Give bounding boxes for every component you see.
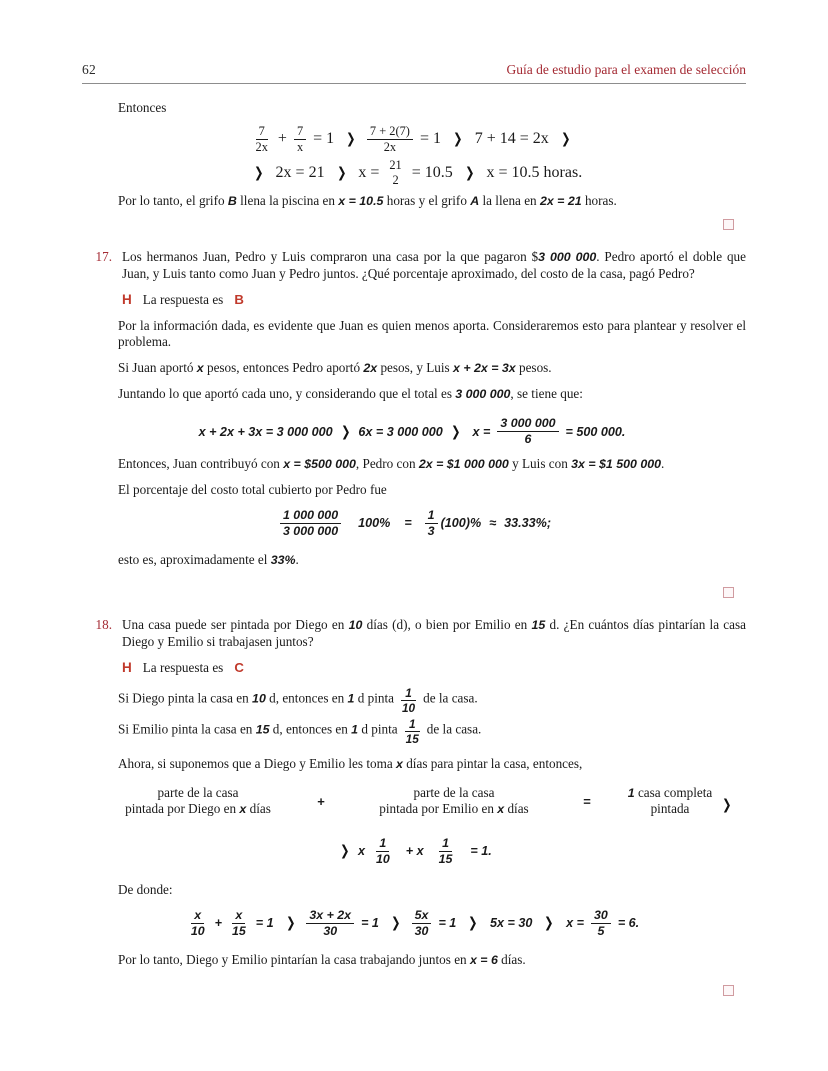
denominator: 15 bbox=[438, 851, 453, 866]
step-5x-equals-30: 5x = 30 bbox=[490, 916, 533, 931]
page-number: 62 bbox=[82, 62, 96, 77]
text: Juntando lo que aportó cada uno, y considerando que el total es bbox=[118, 386, 456, 402]
numerator: 3x + 2x bbox=[306, 909, 354, 924]
equation-2 bbox=[82, 417, 746, 446]
percent-value: 33% bbox=[270, 552, 296, 567]
answer-letter: C bbox=[234, 659, 244, 675]
text: d, entonces en bbox=[269, 721, 352, 737]
numerator: 21 bbox=[389, 157, 402, 172]
end-of-solution-marker bbox=[82, 219, 746, 235]
fraction-1000000-over-3000000 bbox=[280, 509, 341, 538]
days-emilio: 15 bbox=[531, 617, 546, 632]
word-equation-block bbox=[82, 785, 746, 831]
square-icon bbox=[723, 219, 734, 230]
var-2x: 2x bbox=[363, 361, 378, 376]
equals-one: = 1. bbox=[470, 844, 492, 859]
text: días bbox=[504, 801, 529, 817]
equals-one-2: = 1 bbox=[419, 130, 441, 148]
fraction-1-over-15 bbox=[405, 718, 420, 745]
p17-paragraph-5: El porcentaje del costo total cubierto por Pedro fue bbox=[118, 482, 387, 498]
text: d pinta bbox=[358, 721, 401, 737]
multiply-100-percent: 100% bbox=[358, 516, 391, 531]
denominator: 3 000 000 bbox=[282, 523, 339, 538]
equation-1-row-1 bbox=[82, 125, 746, 154]
denominator: 15 bbox=[405, 731, 419, 746]
line-1: parte de la casa bbox=[157, 784, 239, 800]
denominator: 10 bbox=[190, 923, 205, 938]
line-2: pintada bbox=[650, 801, 690, 817]
page-header bbox=[82, 62, 746, 86]
answer-label: La respuesta es bbox=[142, 291, 224, 307]
text: de la casa. bbox=[423, 721, 482, 737]
problem-statement bbox=[122, 249, 746, 283]
equals-10-5: = 10.5 bbox=[411, 163, 453, 181]
problem-17 bbox=[82, 249, 746, 283]
plus-operator: + bbox=[277, 130, 287, 148]
text: horas. bbox=[581, 192, 617, 208]
text: días bbox=[246, 801, 271, 817]
equation-1 bbox=[82, 125, 746, 191]
equals-one: = 1 bbox=[255, 916, 274, 931]
equals-one: = 1 bbox=[313, 130, 335, 148]
total-amount: 3 000 000 bbox=[455, 387, 511, 402]
denominator: 10 bbox=[375, 851, 390, 866]
chevron-icon: ❯ bbox=[464, 164, 475, 181]
chevron-icon: ❯ bbox=[340, 423, 351, 440]
text: llena la piscina en bbox=[236, 192, 339, 208]
plus-operator: + bbox=[317, 793, 325, 809]
chevron-icon: ❯ bbox=[340, 843, 350, 860]
plus-operator: + bbox=[214, 916, 222, 931]
tail-100-percent: (100)% bbox=[440, 516, 482, 531]
hand-icon: H bbox=[122, 291, 132, 307]
value-2x: 2x = 21 bbox=[539, 193, 582, 208]
semicolon: ; bbox=[546, 516, 552, 531]
denominator: 5 bbox=[597, 923, 605, 938]
equation-4 bbox=[82, 909, 746, 938]
var-x: x bbox=[497, 802, 505, 817]
equals: = bbox=[404, 516, 412, 531]
numerator: 1 000 000 bbox=[280, 509, 341, 524]
expr-3x: x + 2x = 3x bbox=[452, 361, 516, 376]
numerator: x bbox=[232, 909, 245, 924]
text: Por lo tanto, el grifo bbox=[118, 192, 228, 208]
text: y Luis con bbox=[508, 456, 572, 472]
word-equation-row bbox=[82, 785, 746, 818]
word-term-diego bbox=[92, 785, 304, 818]
end-of-solution-marker-17 bbox=[82, 587, 746, 603]
text: d pinta bbox=[354, 690, 398, 706]
text: Los hermanos Juan, Pedro y Luis compraron una casa por la que pagaron $ bbox=[122, 248, 539, 264]
header-rule bbox=[82, 83, 746, 84]
text: días (d), o bien por Emilio en bbox=[362, 616, 532, 632]
numerator: 3 000 000 bbox=[497, 417, 558, 432]
p18-paragraph-1 bbox=[118, 686, 746, 713]
problem-number: 17. bbox=[95, 248, 112, 264]
var-x: x bbox=[239, 802, 247, 817]
luis-amount: 3x = $1 500 000 bbox=[571, 457, 662, 472]
numerator: 1 bbox=[376, 837, 389, 852]
denominator: x bbox=[296, 139, 304, 154]
chevron-icon: ❯ bbox=[450, 423, 461, 440]
text: pintada por Emilio en bbox=[379, 801, 498, 817]
juan-amount: x = $500 000 bbox=[283, 457, 356, 472]
fraction-1-over-3 bbox=[425, 509, 438, 538]
text: esto es, aproximadamente el bbox=[118, 551, 271, 567]
x-equals: x = bbox=[566, 916, 585, 931]
text: . Pedro aportó el doble que Juan, y Luis tanto como Juan y Pedro juntos. ¿Qué porcentaje aproximado, del costo de la casa, pagó Pedro? bbox=[122, 248, 747, 281]
equation-3-percentage bbox=[82, 509, 746, 538]
numerator: 1 bbox=[439, 837, 452, 852]
x-equals: x = bbox=[358, 163, 380, 181]
chevron-icon: ❯ bbox=[285, 915, 296, 932]
hand-icon: H bbox=[122, 659, 132, 675]
fraction-x-over-10 bbox=[188, 909, 208, 938]
value-x: x = 10.5 bbox=[338, 193, 384, 208]
chevron-icon: ❯ bbox=[336, 164, 347, 181]
answer-line-18 bbox=[122, 660, 746, 676]
text: , se tiene que: bbox=[510, 386, 583, 402]
problem-statement bbox=[122, 617, 746, 651]
equals-one-2: = 1 bbox=[361, 916, 379, 931]
text: horas y el grifo bbox=[383, 192, 471, 208]
equation-1-row-2 bbox=[82, 159, 746, 187]
mid-6x: 6x = 3 000 000 bbox=[358, 424, 443, 439]
fraction-21-over-2 bbox=[386, 159, 404, 187]
p18-paragraph-2 bbox=[118, 717, 746, 744]
problem-18 bbox=[82, 617, 746, 651]
p18-paragraph-5 bbox=[118, 952, 746, 969]
text: pesos, y Luis bbox=[377, 360, 453, 376]
result-6: = 6. bbox=[617, 916, 640, 931]
chevron-icon: ❯ bbox=[391, 915, 401, 932]
denominator: 2x bbox=[255, 139, 268, 154]
equals-operator: = bbox=[583, 793, 591, 809]
count-one: 1 bbox=[627, 785, 635, 800]
fraction-x-over-15 bbox=[229, 909, 249, 938]
days-diego: 10 bbox=[348, 617, 363, 632]
answer-label: La respuesta es bbox=[142, 659, 224, 675]
text: casa completa bbox=[634, 784, 713, 800]
lhs-sum: x + 2x + 3x = 3 000 000 bbox=[198, 424, 333, 439]
fraction-3x-plus-2x-over-30 bbox=[306, 909, 354, 938]
text: d. ¿En cuántos días pintarían la casa Diego y Emilio si trabajasen juntos? bbox=[122, 616, 747, 649]
fraction-7-over-2x bbox=[253, 125, 271, 154]
final-x-value: x = 10.5 bbox=[486, 163, 540, 181]
p17-paragraph-3 bbox=[118, 386, 746, 403]
p17-paragraph-2 bbox=[118, 360, 746, 377]
fraction-5x-over-30 bbox=[412, 909, 432, 938]
plus-x: + x bbox=[405, 844, 424, 859]
denominator: 2x bbox=[383, 139, 397, 154]
chevron-icon: ❯ bbox=[544, 915, 554, 932]
var-x: x bbox=[196, 361, 204, 376]
chevron-icon: ❯ bbox=[468, 915, 478, 932]
fraction-1-over-10 bbox=[373, 837, 393, 866]
text: pesos. bbox=[515, 360, 552, 376]
numerator: 1 bbox=[405, 718, 420, 732]
denominator: 10 bbox=[402, 700, 416, 715]
numerator: 30 bbox=[591, 909, 611, 924]
one-day: 1 bbox=[347, 691, 355, 706]
days-10: 10 bbox=[252, 691, 266, 706]
entonces-label: Entonces bbox=[118, 100, 167, 115]
intro-conclusion bbox=[118, 193, 746, 210]
denominator: 3 bbox=[427, 523, 435, 538]
numerator: 5x bbox=[412, 909, 432, 924]
numerator: 1 bbox=[425, 509, 438, 524]
text: , Pedro con bbox=[355, 456, 419, 472]
square-icon bbox=[723, 587, 734, 598]
equals-one-3: = 1 bbox=[438, 916, 457, 931]
text: pintada por Diego en bbox=[125, 801, 240, 817]
approx-symbol: ≈ bbox=[489, 516, 497, 531]
end-of-solution-marker-18 bbox=[82, 985, 746, 1001]
one-day: 1 bbox=[351, 722, 359, 737]
chevron-icon: ❯ bbox=[722, 796, 732, 813]
text: Si Diego pinta la casa en bbox=[118, 690, 253, 706]
fraction-1-over-10 bbox=[401, 687, 416, 714]
text: Una casa puede ser pintada por Diego en bbox=[122, 616, 349, 632]
line-2 bbox=[338, 801, 570, 818]
amount: 3 000 000 bbox=[538, 249, 597, 264]
numerator: 7 bbox=[294, 125, 306, 140]
word-term-emilio bbox=[338, 785, 570, 818]
text: . bbox=[661, 456, 665, 472]
text: Ahora, si suponemos que a Diego y Emilio les toma bbox=[118, 755, 396, 771]
line-2 bbox=[92, 801, 304, 818]
chevron-icon: ❯ bbox=[253, 164, 264, 181]
text: días. bbox=[497, 951, 526, 967]
answer-value: x = 6 bbox=[469, 952, 498, 967]
pedro-amount: 2x = $1 000 000 bbox=[418, 457, 509, 472]
step-expression: 7 + 14 = 2x bbox=[474, 130, 549, 148]
line-1: parte de la casa bbox=[413, 784, 495, 800]
p18-paragraph-4: De donde: bbox=[118, 881, 173, 897]
var-x: x bbox=[357, 844, 365, 859]
step-2x-equals-21: 2x = 21 bbox=[275, 163, 325, 181]
p17-paragraph-6 bbox=[118, 552, 746, 569]
text: . bbox=[295, 551, 299, 567]
denominator: 30 bbox=[323, 923, 338, 938]
p17-paragraph-1: Por la información dada, es evidente que Juan es quien menos aporta. Consideraremos esto para plantear y resolver el problema. bbox=[118, 317, 746, 350]
denominator: 30 bbox=[414, 923, 429, 938]
text: la llena en bbox=[479, 192, 540, 208]
text: Por lo tanto, Diego y Emilio pintarían la casa trabajando juntos en bbox=[118, 951, 470, 967]
fraction-3000000-over-6 bbox=[497, 417, 558, 446]
chevron-icon: ❯ bbox=[346, 131, 356, 148]
fraction-7-over-x bbox=[294, 125, 306, 154]
percentage-result: 33.33% bbox=[504, 516, 547, 531]
p17-paragraph-4 bbox=[118, 456, 746, 473]
fraction-7plus2x7-over-2x bbox=[367, 125, 413, 154]
days-15: 15 bbox=[255, 722, 270, 737]
text: Entonces, Juan contribuyó con bbox=[118, 456, 284, 472]
fraction-30-over-5 bbox=[591, 909, 611, 938]
var-a: A bbox=[470, 193, 480, 208]
square-icon bbox=[723, 985, 734, 996]
x-equals: x = bbox=[472, 424, 491, 439]
unit-horas: horas. bbox=[543, 163, 583, 181]
numerator: 7 bbox=[256, 125, 268, 140]
result-500000: = 500 000. bbox=[565, 424, 626, 439]
header-title: Guía de estudio para el examen de selección bbox=[506, 62, 746, 77]
chevron-icon: ❯ bbox=[453, 131, 463, 148]
var-x: x bbox=[396, 756, 403, 771]
numerator: 7 + 2(7) bbox=[367, 125, 413, 140]
text: de la casa. bbox=[419, 690, 478, 706]
text: Si Emilio pinta la casa en bbox=[118, 721, 256, 737]
answer-letter: B bbox=[234, 291, 244, 307]
problem-number: 18. bbox=[95, 616, 112, 632]
chevron-icon: ❯ bbox=[560, 131, 571, 148]
page-content bbox=[82, 100, 746, 1001]
p18-paragraph-3 bbox=[118, 756, 746, 773]
answer-line-17 bbox=[122, 292, 746, 308]
numerator: x bbox=[191, 909, 204, 924]
text: d, entonces en bbox=[265, 690, 348, 706]
denominator: 2 bbox=[392, 172, 399, 187]
denominator: 15 bbox=[231, 923, 246, 938]
text: pesos, entonces Pedro aportó bbox=[203, 360, 364, 376]
var-b: B bbox=[227, 193, 237, 208]
denominator: 6 bbox=[524, 432, 532, 447]
text: Si Juan aportó bbox=[118, 360, 197, 376]
numerator: 1 bbox=[401, 687, 416, 701]
fraction-1-over-15 bbox=[436, 837, 456, 866]
word-equation-line-2 bbox=[82, 837, 746, 866]
text: días para pintar la casa, entonces, bbox=[402, 755, 583, 771]
